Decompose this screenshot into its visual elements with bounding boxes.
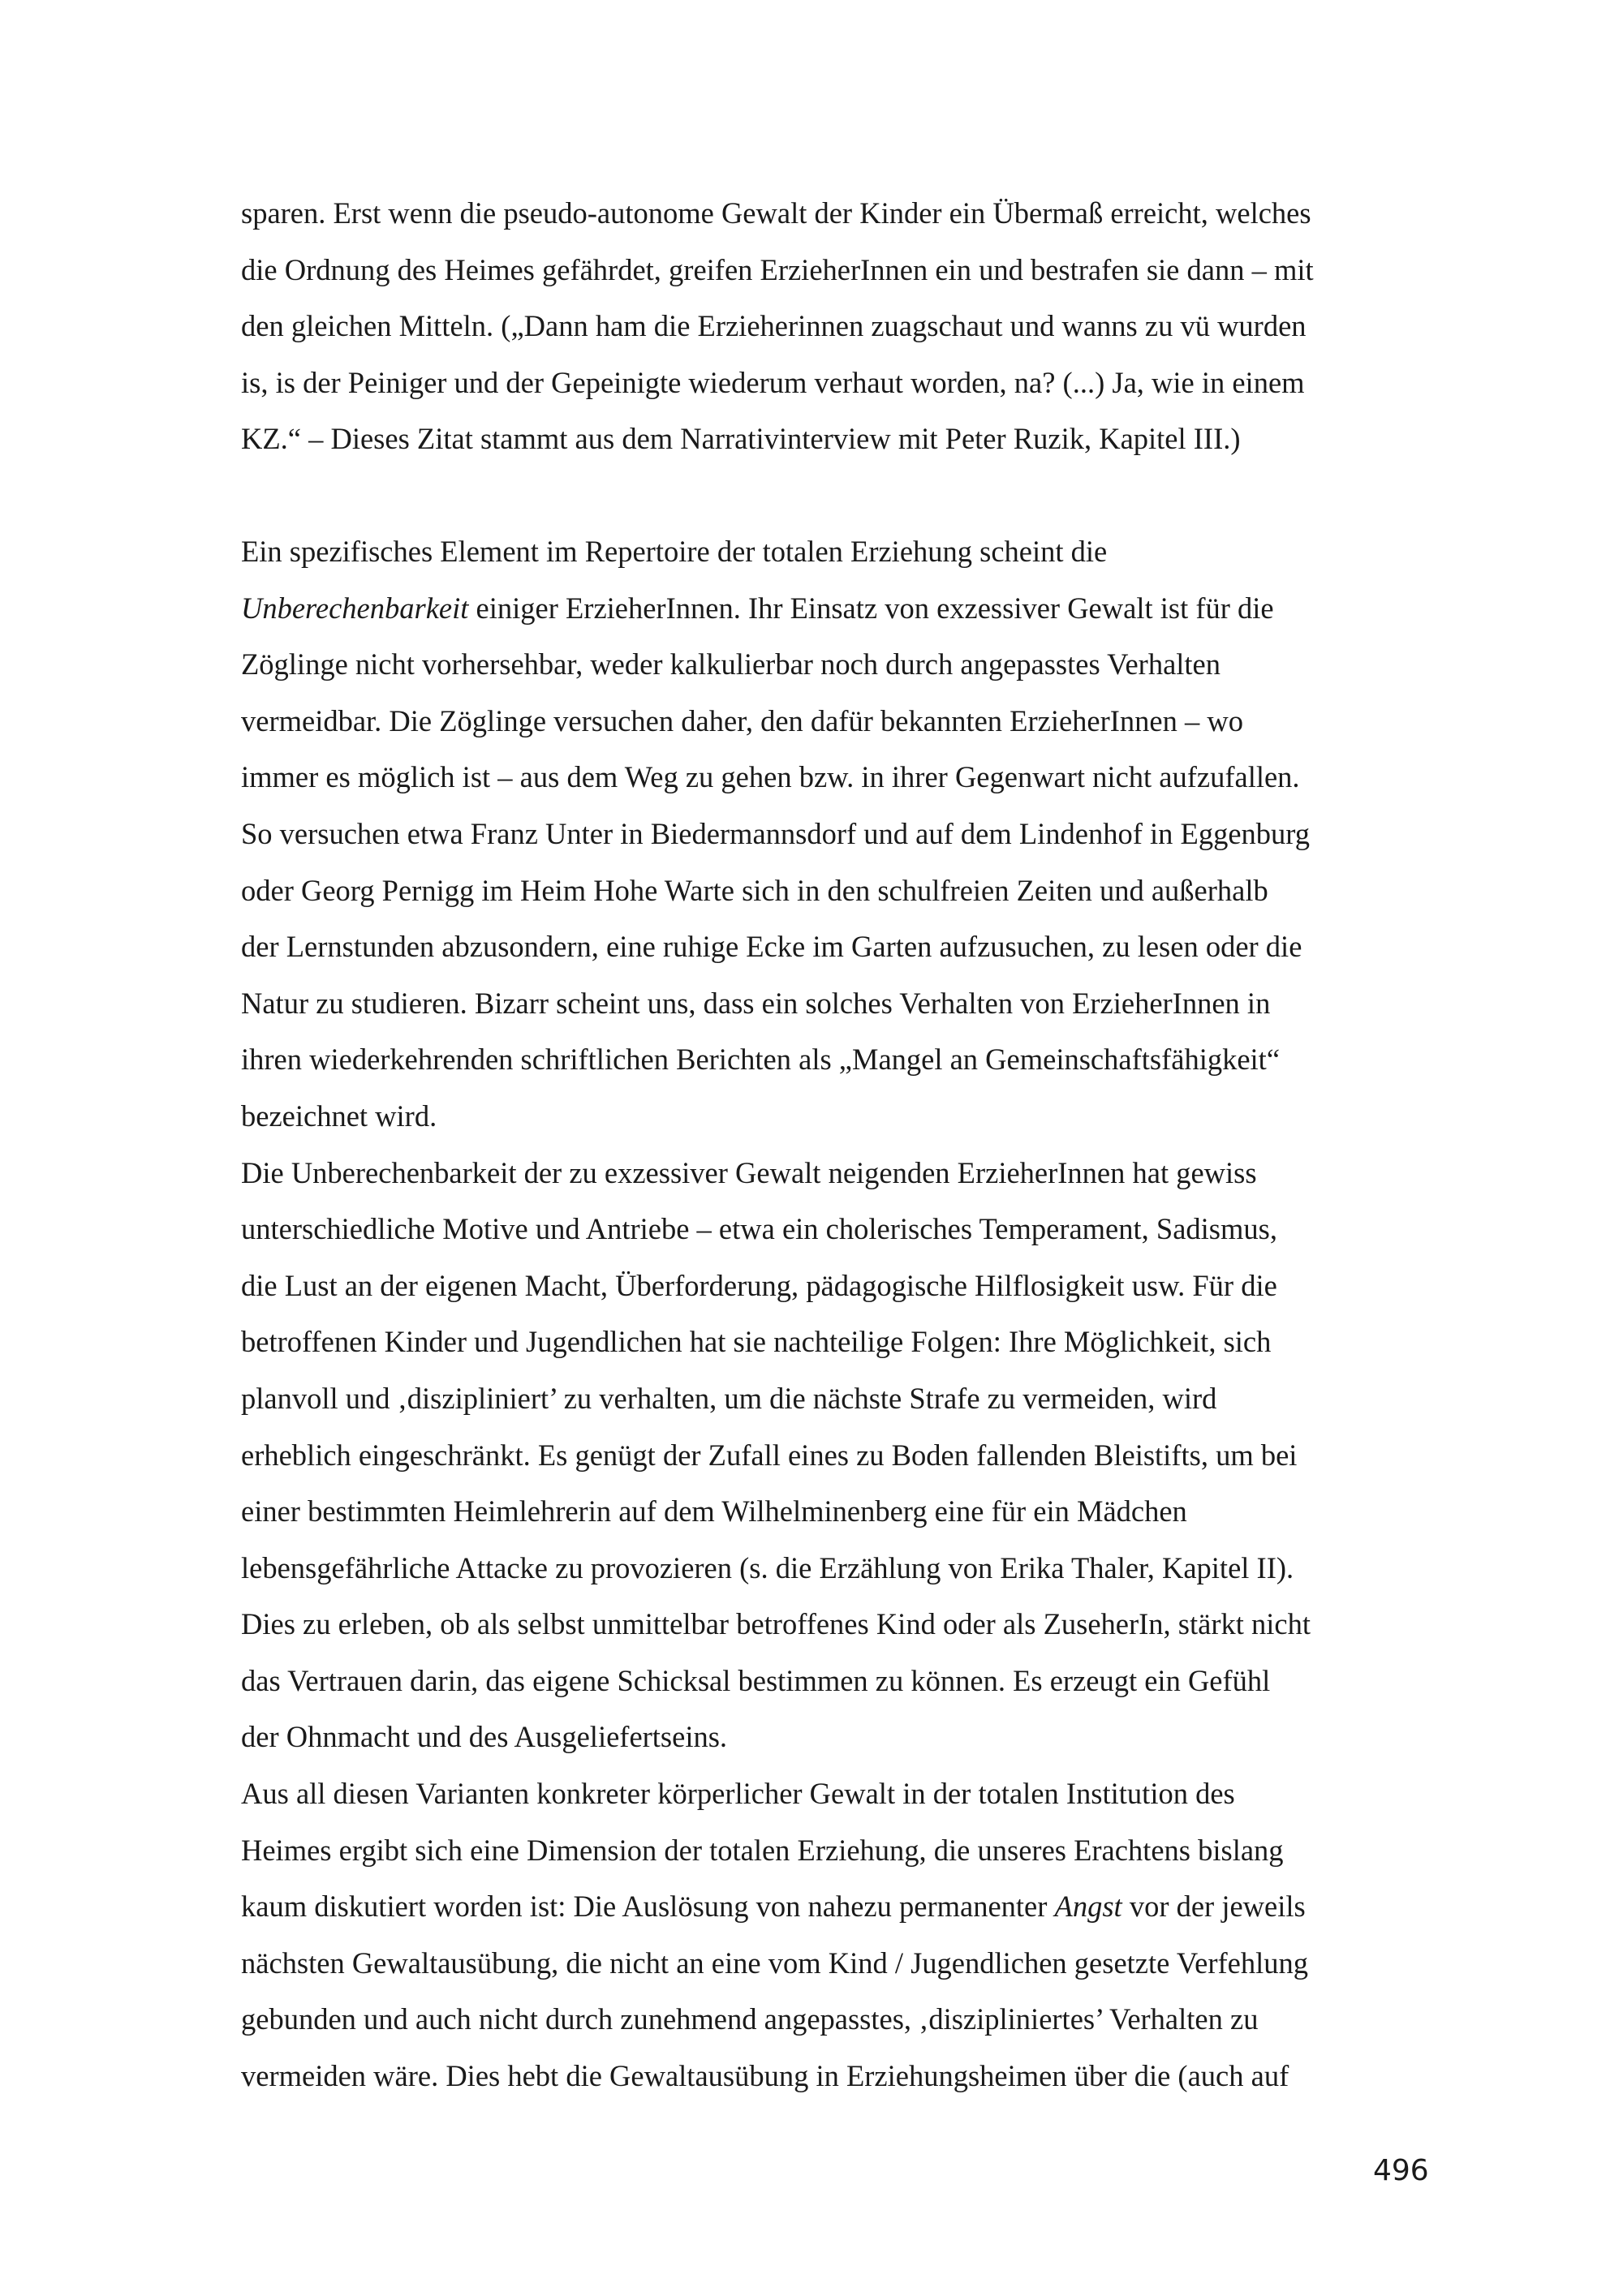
- text-line: den gleichen Mitteln. („Dann ham die Erzieherinnen zuagschaut und wanns zu vü wurden: [241, 309, 1307, 343]
- emphasis-angst: Angst: [1054, 1890, 1122, 1924]
- text-line: [241, 1878, 1426, 1935]
- text-line: die Ordnung des Heimes gefährdet, greifen ErzieherInnen ein und bestrafen sie dann – mit: [241, 252, 1314, 286]
- text-line: Die Unberechenbarkeit der zu exzessiver Gewalt neigenden ErzieherInnen hat gewiss: [241, 1155, 1257, 1189]
- text-line: die Lust an der eigenen Macht, Überforderung, pädagogische Hilflosigkeit usw. Für die: [241, 1268, 1277, 1302]
- text-line: unterschiedliche Motive und Antriebe – etwa ein cholerisches Temperament, Sadismus,: [241, 1212, 1277, 1246]
- text-line: vermeidbar. Die Zöglinge versuchen daher, den dafür bekannten ErzieherInnen – wo: [241, 703, 1243, 737]
- text-line: planvoll und ‚diszipliniert’ zu verhalten, um die nächste Strafe zu vermeiden, wird: [241, 1381, 1217, 1415]
- text-segment: kaum diskutiert worden ist: Die Auslösung von nahezu permanenter: [241, 1890, 1055, 1924]
- text-line: oder Georg Pernigg im Heim Hohe Warte sich in den schulfreien Zeiten und außerhalb: [241, 873, 1268, 907]
- text-line: Heimes ergibt sich eine Dimension der totalen Erziehung, die unseres Erachtens bislang: [241, 1833, 1284, 1867]
- text-line: So versuchen etwa Franz Unter in Biedermannsdorf und auf dem Lindenhof in Eggenburg: [241, 816, 1311, 850]
- emphasis-unberechenbarkeit: Unberechenbarkeit: [241, 591, 469, 625]
- text-line: Zöglinge nicht vorhersehbar, weder kalkulierbar noch durch angepasstes Verhalten: [241, 647, 1220, 681]
- text-line: sparen. Erst wenn die pseudo-autonome Gewalt der Kinder ein Übermaß erreicht, welches: [241, 196, 1311, 230]
- text-line: ihren wiederkehrenden schriftlichen Berichten als „Mangel an Gemeinschaftsfähigkeit“: [241, 1043, 1281, 1077]
- text-line: gebunden und auch nicht durch zunehmend angepasstes, ‚diszipliniertes’ Verhalten zu: [241, 2002, 1259, 2036]
- text-line: erheblich eingeschränkt. Es genügt der Zufall eines zu Boden fallenden Bleistifts, um bei: [241, 1438, 1298, 1472]
- text-line: KZ.“ – Dieses Zitat stammt aus dem Narrativinterview mit Peter Ruzik, Kapitel III.): [241, 422, 1241, 456]
- paragraph-continuation: [241, 185, 1426, 467]
- body-text: [241, 523, 1426, 2105]
- text-segment: einiger ErzieherInnen. Ihr Einsatz von exzessiver Gewalt ist für die: [468, 591, 1274, 625]
- text-line: Natur zu studieren. Bizarr scheint uns, dass ein solches Verhalten von ErzieherInnen in: [241, 986, 1271, 1020]
- page-number: 496: [1373, 2154, 1429, 2187]
- text-segment: vor der jeweils: [1121, 1890, 1306, 1924]
- text-line: lebensgefährliche Attacke zu provozieren (s. die Erzählung von Erika Thaler, Kapitel II).: [241, 1550, 1294, 1584]
- text-line: vermeiden wäre. Dies hebt die Gewaltausübung in Erziehungsheimen über die (auch auf: [241, 2059, 1289, 2093]
- text-line: das Vertrauen darin, das eigene Schicksal bestimmen zu können. Es erzeugt ein Gefühl: [241, 1663, 1271, 1697]
- text-line: Ein spezifisches Element im Repertoire der totalen Erziehung scheint die: [241, 535, 1108, 568]
- text-line: einer bestimmten Heimlehrerin auf dem Wilhelminenberg eine für ein Mädchen: [241, 1494, 1187, 1529]
- text-line: [241, 580, 1426, 637]
- text-line: der Lernstunden abzusondern, eine ruhige Ecke im Garten aufzusuchen, zu lesen oder die: [241, 930, 1302, 964]
- text-line: is, is der Peiniger und der Gepeinigte wiederum verhaut worden, na? (...) Ja, wie in einem: [241, 365, 1305, 399]
- text-line: betroffenen Kinder und Jugendlichen hat sie nachteilige Folgen: Ihre Möglichkeit, sich: [241, 1325, 1272, 1359]
- text-line: Aus all diesen Varianten konkreter körperlicher Gewalt in der totalen Institution des: [241, 1777, 1235, 1811]
- text-line: der Ohnmacht und des Ausgeliefertseins.: [241, 1720, 728, 1754]
- text-line: Dies zu erleben, ob als selbst unmittelbar betroffenes Kind oder als ZuseherIn, stärkt nicht: [241, 1607, 1311, 1641]
- text-line: bezeichnet wird.: [241, 1099, 437, 1133]
- text-line: immer es möglich ist – aus dem Weg zu gehen bzw. in ihrer Gegenwart nicht aufzufallen.: [241, 760, 1300, 794]
- text-line: nächsten Gewaltausübung, die nicht an eine vom Kind / Jugendlichen gesetzte Verfehlung: [241, 1946, 1308, 1980]
